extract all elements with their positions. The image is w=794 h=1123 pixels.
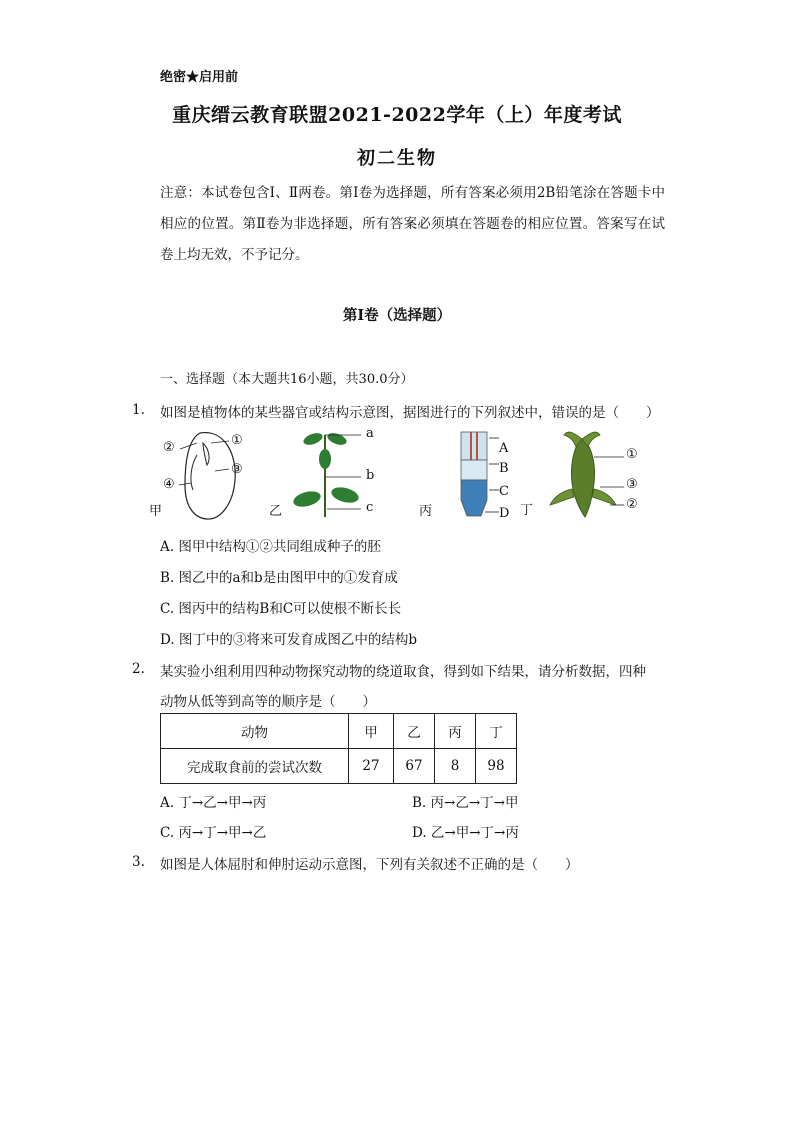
part-one-title: 第Ⅰ卷（选择题）	[342, 307, 452, 324]
figure-label-yi: 乙	[269, 504, 283, 519]
table-cell: 67	[394, 749, 435, 784]
seed-label-2: ②	[163, 440, 175, 455]
q1-option-a: A. 图甲中结构①②共同组成种子的胚	[160, 539, 381, 555]
question-3-number: 3.	[132, 854, 145, 870]
plant-label-b: b	[366, 468, 375, 483]
table-cell: 27	[349, 749, 394, 784]
seed-label-4: ④	[163, 477, 175, 492]
table-header-cell: 乙	[394, 714, 435, 749]
table-cell: 98	[476, 749, 517, 784]
figure-label-ding: 丁	[520, 503, 534, 518]
q2-option-c: C. 丙→丁→甲→乙	[160, 825, 267, 841]
seed-label-3: ③	[231, 462, 243, 477]
section-heading: 一、选择题（本大题共16小题，共30.0分）	[160, 372, 414, 387]
q2-option-a: A. 丁→乙→甲→丙	[160, 795, 267, 811]
figure-label-jia: 甲	[149, 504, 163, 519]
exam-note: 注意：本试卷包含Ⅰ、Ⅱ两卷。第Ⅰ卷为选择题，所有答案必须用2B铅笔涂在答题卡中相应的位置。第Ⅱ卷为非选择题，所有答案必须填在答题卷的相应位置。答案写在试卷上均无效，不予记分。	[160, 185, 665, 263]
exam-title: 重庆缙云教育联盟2021-2022学年（上）年度考试	[172, 104, 622, 126]
question-2-number: 2.	[132, 661, 145, 677]
q2-option-d: D. 乙→甲→丁→丙	[412, 825, 519, 841]
bud-label-3: ③	[626, 477, 638, 492]
table-row	[161, 714, 517, 749]
experiment-table	[160, 713, 517, 784]
root-label-B: B	[499, 461, 509, 476]
question-2-stem-line2: 动物从低等到高等的顺序是（ ）	[160, 694, 376, 710]
q1-option-d: D. 图丁中的③将来可发育成图乙中的结构b	[160, 632, 418, 648]
q2-option-b: B. 丙→乙→丁→甲	[412, 795, 519, 811]
root-label-C: C	[499, 484, 509, 499]
root-tip-diagram	[415, 428, 530, 526]
question-1-number: 1.	[132, 402, 145, 418]
table-row	[161, 749, 517, 784]
figure-ding-bud	[520, 425, 650, 525]
table-header-cell: 丁	[476, 714, 517, 749]
table-row-label: 完成取食前的尝试次数	[161, 749, 349, 784]
bud-label-1: ①	[626, 447, 638, 462]
question-3-stem: 如图是人体屈肘和伸肘运动示意图，下列有关叙述不正确的是（ ）	[160, 857, 579, 873]
table-header-cell: 丙	[435, 714, 476, 749]
table-cell: 8	[435, 749, 476, 784]
root-label-D: D	[499, 506, 510, 521]
figure-yi-plant	[265, 425, 385, 525]
plant-label-a: a	[366, 426, 374, 441]
table-header-cell: 动物	[161, 714, 349, 749]
table-header-cell: 甲	[349, 714, 394, 749]
root-label-A: A	[499, 441, 509, 456]
figure-jia-seed	[145, 425, 255, 525]
plant-label-c: c	[366, 500, 374, 515]
seed-label-1: ①	[231, 433, 243, 448]
q1-option-b: B. 图乙中的a和b是由图甲中的①发育成	[160, 570, 398, 586]
question-2-stem-line1: 某实验小组利用四种动物探究动物的绕道取食，得到如下结果，请分析数据，四种	[160, 664, 646, 680]
figure-label-bing: 丙	[419, 504, 433, 519]
bud-label-2: ②	[626, 497, 638, 512]
confidential-mark: 绝密★启用前	[160, 70, 239, 85]
exam-subject: 初二生物	[357, 148, 437, 169]
q1-option-c: C. 图丙中的结构B和C可以使根不断长长	[160, 601, 402, 617]
question-1-stem: 如图是植物体的某些器官或结构示意图，据图进行的下列叙述中，错误的是（ ）	[160, 405, 660, 421]
figure-bing-root	[415, 428, 530, 526]
